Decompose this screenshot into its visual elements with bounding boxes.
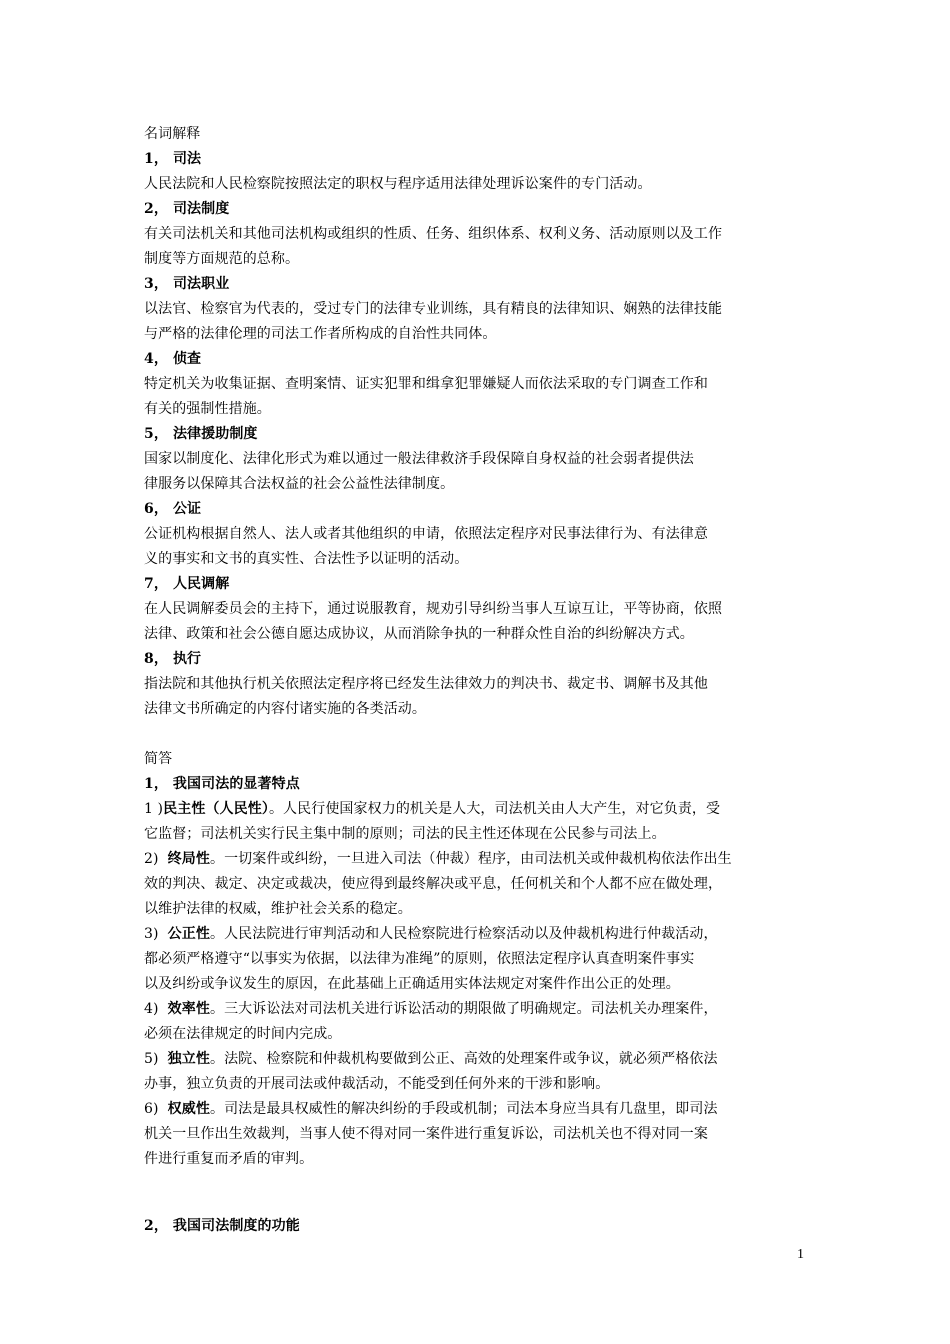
page-number: 1 xyxy=(797,1247,804,1262)
term-number: 4， xyxy=(144,351,168,367)
point-label: 3) xyxy=(144,926,168,942)
answer-point-5 xyxy=(144,1047,816,1072)
term-heading-6 xyxy=(144,497,816,522)
term-definition-line: 以法官、检察官为代表的，受过专门的法律专业训练，具有精良的法律知识、娴熟的法律技能 xyxy=(144,301,723,317)
point-keyword: 公正性 xyxy=(167,926,210,942)
term-definition-line: 特定机关为收集证据、查明案情、证实犯罪和缉拿犯罪嫌疑人而依法采取的专门调查工作和 xyxy=(144,376,708,392)
term-number: 3， xyxy=(144,276,168,292)
term-number: 8， xyxy=(144,651,168,667)
term-number: 5， xyxy=(144,426,168,442)
page-body xyxy=(144,122,816,1239)
spacer xyxy=(144,1172,816,1214)
term-definition-line: 制度等方面规范的总称。 xyxy=(144,251,300,267)
point-text-line: 件进行重复而矛盾的审判。 xyxy=(144,1151,314,1167)
term-definition-line: 指法院和其他执行机关依照法定程序将已经发生法律效力的判决书、裁定书、调解书及其他 xyxy=(144,676,708,692)
term-definition-line: 人民法院和人民检察院按照法定的职权与程序适用法律处理诉讼案件的专门活动。 xyxy=(144,176,652,192)
point-keyword: 权威性 xyxy=(167,1101,210,1117)
point-label: 5) xyxy=(144,1051,168,1067)
term-definition-line: 在人民调解委员会的主持下，通过说服教育，规劝引导纠纷当事人互谅互让，平等协商，依照 xyxy=(144,601,723,617)
section-title-short-answer: 简答 xyxy=(144,751,173,767)
point-text: 。法院、检察院和仲裁机构要做到公正、高效的处理案件或争议，就必须严格依法 xyxy=(209,1051,718,1067)
term-definition-line: 国家以制度化、法律化形式为难以通过一般法律救济手段保障自身权益的社会弱者提供法 xyxy=(144,451,694,467)
term-name: 司法制度 xyxy=(172,201,230,217)
point-label: 6) xyxy=(144,1101,168,1117)
answer-point-1 xyxy=(144,797,816,822)
answer-point-3 xyxy=(144,922,816,947)
point-text-line: 机关一旦作出生效裁判，当事人使不得对同一案件进行重复诉讼，司法机关也不得对同一案 xyxy=(144,1126,708,1142)
term-name: 执行 xyxy=(172,651,202,667)
term-name: 公证 xyxy=(172,501,202,517)
term-definition-line: 法律文书所确定的内容付诸实施的各类活动。 xyxy=(144,701,426,717)
term-name: 司法 xyxy=(172,151,202,167)
point-keyword: 终局性 xyxy=(167,851,210,867)
term-name: 司法职业 xyxy=(172,276,230,292)
term-definition-line: 与严格的法律伦理的司法工作者所构成的自治性共同体。 xyxy=(144,326,497,342)
point-keyword: 民主性（人民性） xyxy=(163,801,269,817)
point-text: 。人民行使国家权力的机关是人大，司法机关由人大产生，对它负责，受 xyxy=(268,801,721,817)
term-number: 7， xyxy=(144,576,168,592)
point-label: 1 ) xyxy=(144,801,164,817)
point-text-line: 以维护法律的权威，维护社会关系的稳定。 xyxy=(144,901,412,917)
term-definition-line: 有关的强制性措施。 xyxy=(144,401,271,417)
term-heading-1 xyxy=(144,147,816,172)
point-text-line: 它监督；司法机关实行民主集中制的原则；司法的民主性还体现在公民参与司法上。 xyxy=(144,826,666,842)
term-heading-8 xyxy=(144,647,816,672)
term-number: 1， xyxy=(144,151,168,167)
point-text: 。一切案件或纠纷，一旦进入司法（仲裁）程序，由司法机关或仲裁机构依法作出生 xyxy=(209,851,732,867)
term-heading-5 xyxy=(144,422,816,447)
point-label: 2) xyxy=(144,851,168,867)
answer-point-2 xyxy=(144,847,816,872)
term-heading-4 xyxy=(144,347,816,372)
term-number: 6， xyxy=(144,501,168,517)
spacer xyxy=(144,722,816,747)
question-heading-2: 2， 我国司法制度的功能 xyxy=(144,1218,300,1234)
point-text-line: 效的判决、裁定、决定或裁决，使应得到最终解决或平息，任何机关和个人都不应在做处理， xyxy=(144,876,723,892)
answer-point-6 xyxy=(144,1097,816,1122)
term-definition-line: 法律、政策和社会公德自愿达成协议，从而消除争执的一种群众性自治的纠纷解决方式。 xyxy=(144,626,694,642)
term-definition-line: 律服务以保障其合法权益的社会公益性法律制度。 xyxy=(144,476,455,492)
point-text-line: 必须在法律规定的时间内完成。 xyxy=(144,1026,342,1042)
answer-point-4 xyxy=(144,997,816,1022)
point-keyword: 效率性 xyxy=(167,1001,210,1017)
point-label: 4) xyxy=(144,1001,168,1017)
term-name: 侦查 xyxy=(172,351,202,367)
point-text: 。三大诉讼法对司法机关进行诉讼活动的期限做了明确规定。司法机关办理案件， xyxy=(209,1001,718,1017)
question-heading-1: 1， 我国司法的显著特点 xyxy=(144,776,300,792)
section-title-glossary: 名词解释 xyxy=(144,126,201,142)
term-heading-7 xyxy=(144,572,816,597)
point-text-line: 办事，独立负责的开展司法或仲裁活动，不能受到任何外来的干涉和影响。 xyxy=(144,1076,610,1092)
term-name: 人民调解 xyxy=(172,576,230,592)
term-definition-line: 公证机构根据自然人、法人或者其他组织的申请，依照法定程序对民事法律行为、有法律意 xyxy=(144,526,708,542)
term-definition-line: 有关司法机关和其他司法机构或组织的性质、任务、组织体系、权利义务、活动原则以及工作 xyxy=(144,226,723,242)
point-text-line: 以及纠纷或争议发生的原因，在此基础上正确适用实体法规定对案件作出公正的处理。 xyxy=(144,976,680,992)
point-text: 。人民法院进行审判活动和人民检察院进行检察活动以及仲裁机构进行仲裁活动， xyxy=(209,926,718,942)
term-name: 法律援助制度 xyxy=(172,426,258,442)
point-keyword: 独立性 xyxy=(167,1051,210,1067)
term-number: 2， xyxy=(144,201,168,217)
point-text-line: 都必须严格遵守“以事实为依据，以法律为准绳”的原则，依照法定程序认真查明案件事实 xyxy=(144,951,695,967)
term-heading-3 xyxy=(144,272,816,297)
term-heading-2 xyxy=(144,197,816,222)
term-definition-line: 义的事实和文书的真实性、合法性予以证明的活动。 xyxy=(144,551,469,567)
point-text: 。司法是最具权威性的解决纠纷的手段或机制；司法本身应当具有几盘里，即司法 xyxy=(209,1101,718,1117)
